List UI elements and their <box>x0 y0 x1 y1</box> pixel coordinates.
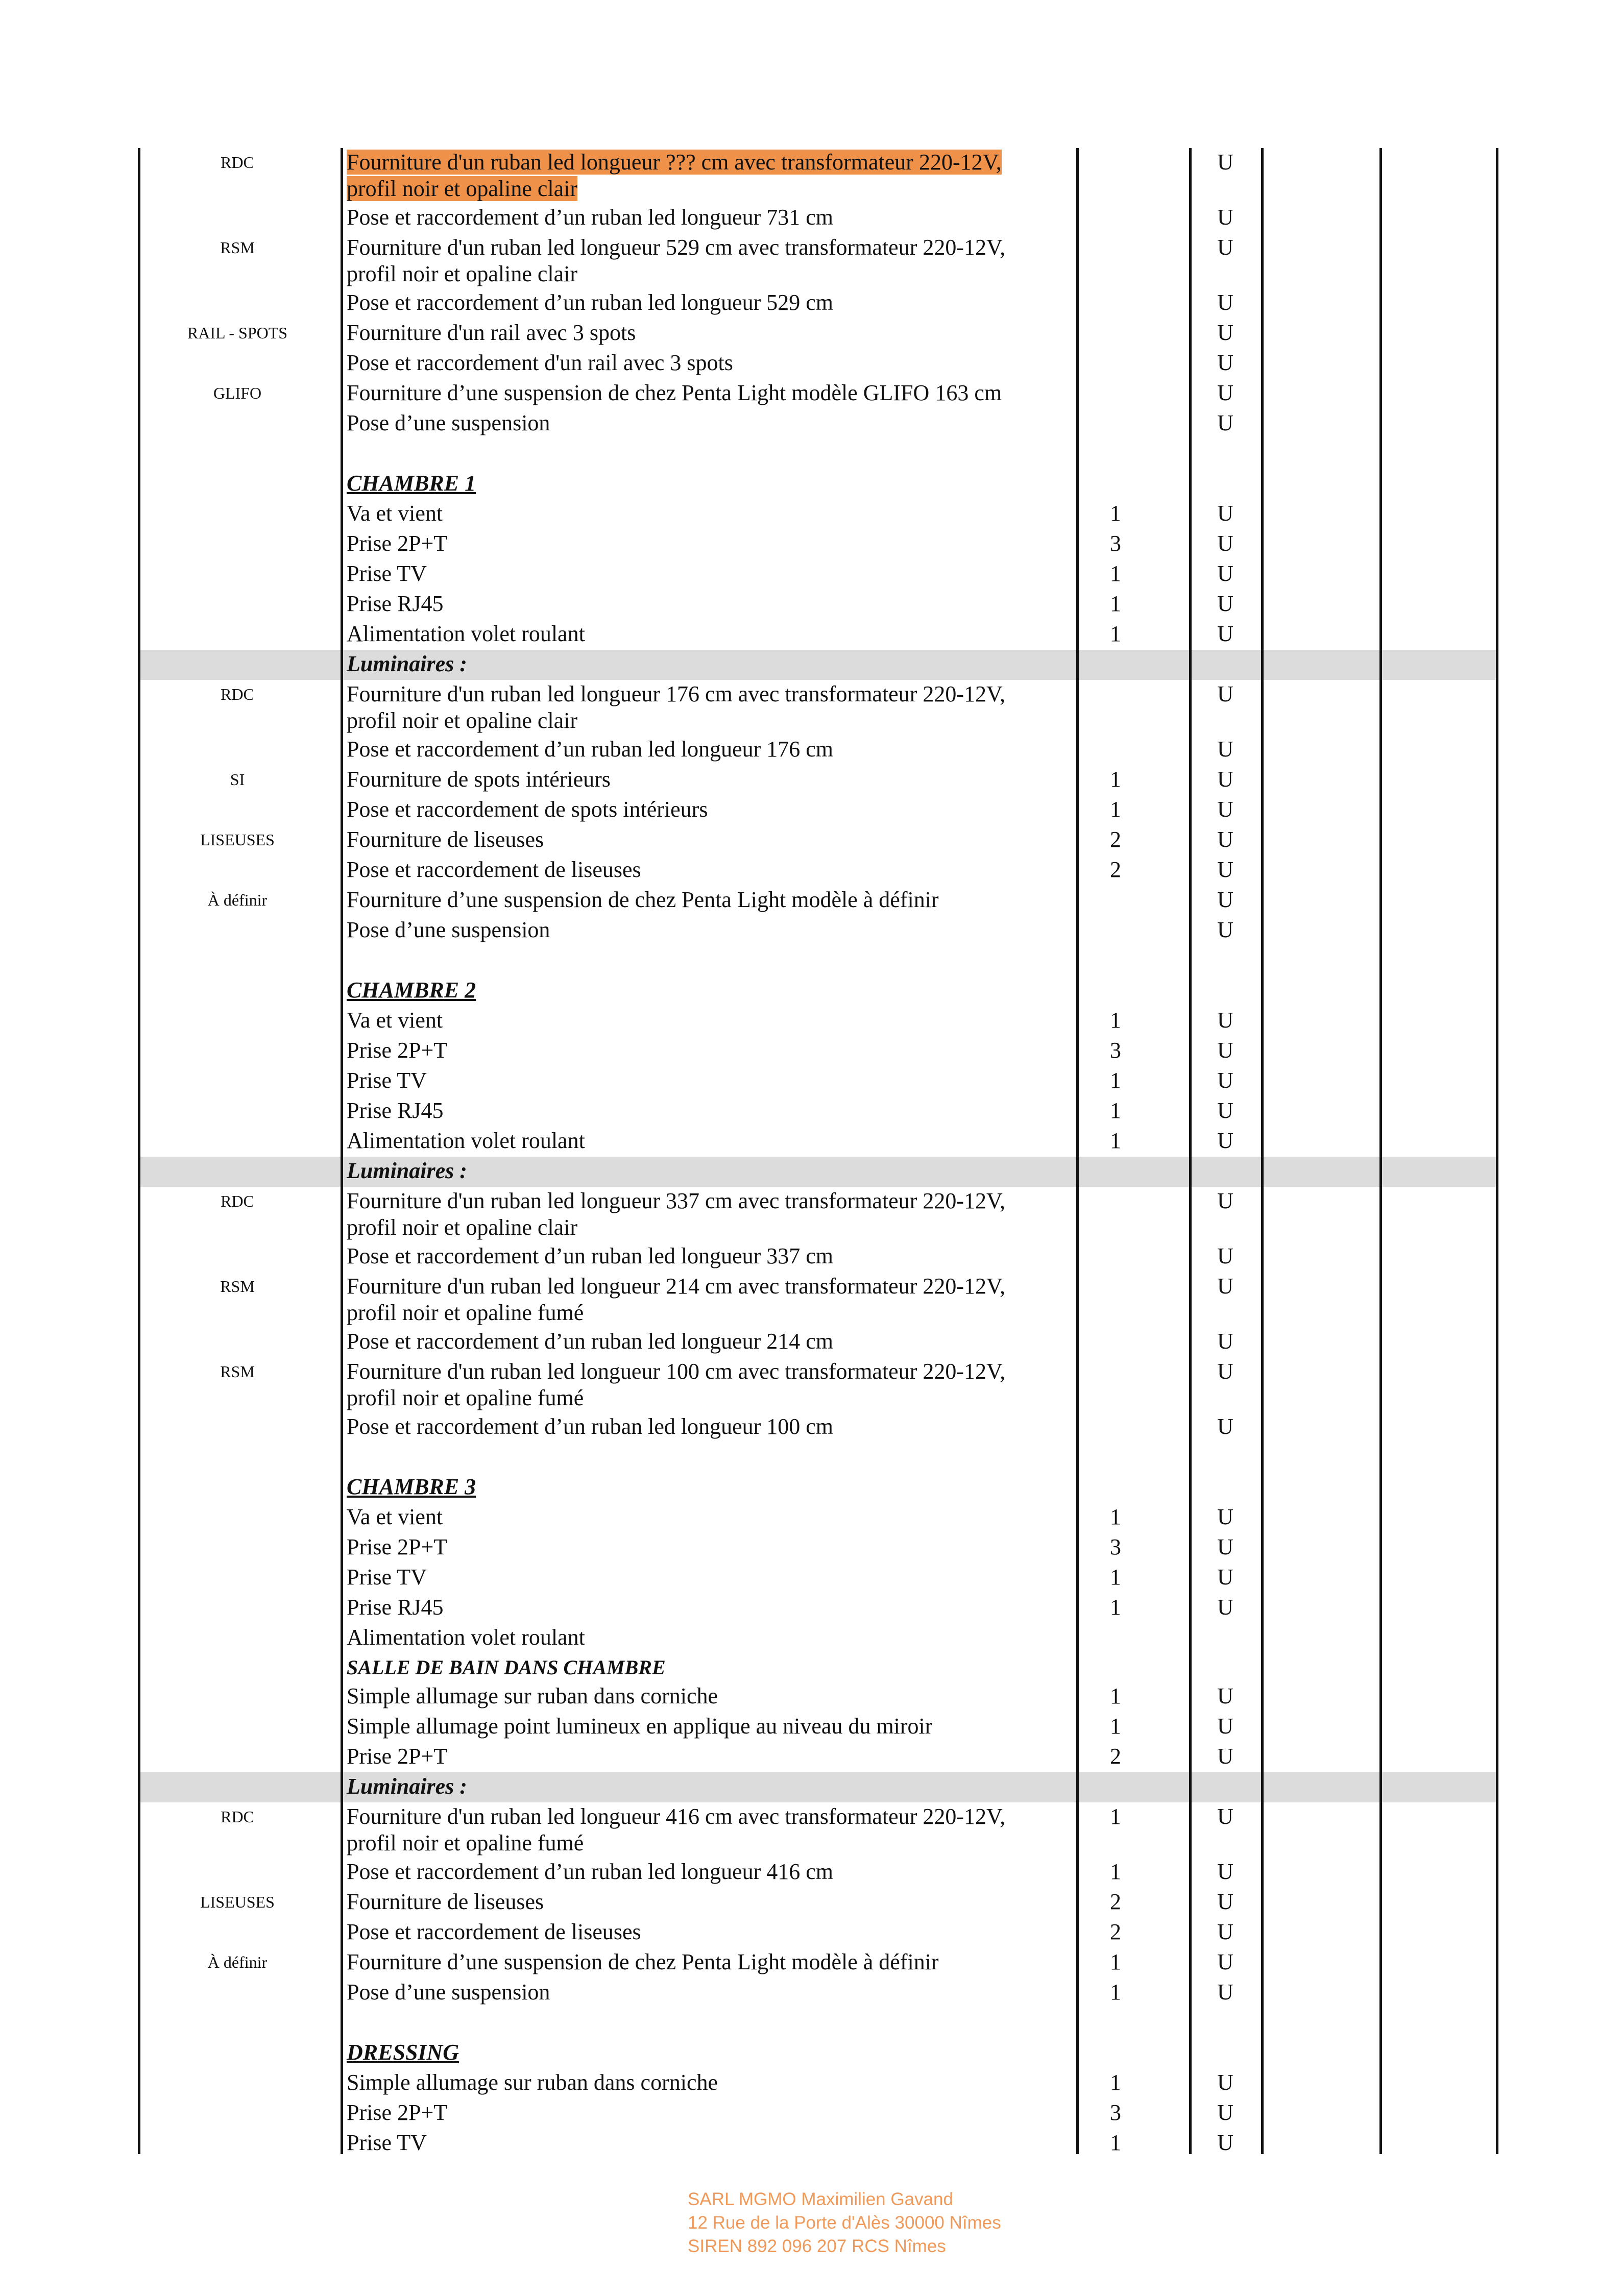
item-unit: U <box>1217 2070 1233 2095</box>
item-unit: U <box>1217 737 1233 762</box>
item-unit: U <box>1217 235 1233 260</box>
description-line: Simple allumage point lumineux en applique au niveau du miroir <box>347 1714 933 1739</box>
item-description <box>347 1534 1051 1560</box>
item-unit: U <box>1217 531 1233 556</box>
description-line: Fourniture d’une suspension de chez Penta Light modèle à définir <box>347 1949 939 1974</box>
luminaires-label: Luminaires : <box>347 1774 467 1799</box>
description-line: Fourniture de liseuses <box>347 827 544 852</box>
item-description <box>347 2069 1051 2096</box>
item-quantity: 2 <box>1110 827 1121 852</box>
item-quantity: 1 <box>1110 561 1121 586</box>
luminaires-label: Luminaires : <box>347 651 467 676</box>
item-description <box>347 1273 1051 1326</box>
item-unit: U <box>1217 887 1233 912</box>
item-code: À définir <box>207 891 268 909</box>
item-unit: U <box>1217 1008 1233 1033</box>
item-quantity: 2 <box>1110 1744 1121 1769</box>
item-description <box>347 1624 1051 1651</box>
description-line: Pose et raccordement d’un ruban led longueur 529 cm <box>347 290 834 315</box>
item-description <box>347 530 1051 557</box>
item-unit: U <box>1217 1889 1233 1914</box>
item-unit: U <box>1217 150 1233 175</box>
item-quantity: 3 <box>1110 2100 1121 2125</box>
item-description <box>347 1594 1051 1621</box>
item-description <box>347 1007 1051 1034</box>
item-description <box>347 1919 1051 1945</box>
item-description <box>347 1037 1051 1064</box>
description-line: Fourniture d'un ruban led longueur 529 cm avec transformateur 220-12V, <box>347 235 1006 260</box>
description-line: Pose d’une suspension <box>347 917 550 942</box>
luminaires-label: Luminaires : <box>347 1158 467 1183</box>
item-unit: U <box>1217 350 1233 375</box>
item-unit: U <box>1217 290 1233 315</box>
item-unit: U <box>1217 1243 1233 1268</box>
description-line-2: profil noir et opaline clair <box>347 261 578 286</box>
item-quantity: 1 <box>1110 2130 1121 2155</box>
item-quantity: 3 <box>1110 1534 1121 1559</box>
item-description <box>347 410 1051 436</box>
description-line: Pose et raccordement de liseuses <box>347 1919 641 1944</box>
item-unit: U <box>1217 857 1233 882</box>
item-unit: U <box>1217 797 1233 822</box>
description-line: Alimentation volet roulant <box>347 621 585 646</box>
item-description <box>347 1243 1051 1269</box>
item-unit: U <box>1217 2100 1233 2125</box>
item-description <box>347 887 1051 913</box>
item-description <box>347 1683 1051 1709</box>
item-description <box>347 796 1051 823</box>
item-description <box>347 1803 1051 1857</box>
description-line: Prise RJ45 <box>347 1595 444 1620</box>
item-unit: U <box>1217 1274 1233 1299</box>
item-description <box>347 1128 1051 1154</box>
item-description <box>347 320 1051 346</box>
item-unit: U <box>1217 1188 1233 1213</box>
item-quantity: 1 <box>1110 1068 1121 1093</box>
item-quantity: 1 <box>1110 501 1121 526</box>
item-description <box>347 1358 1051 1411</box>
item-description <box>347 560 1051 587</box>
item-unit: U <box>1217 1980 1233 2005</box>
item-quantity: 2 <box>1110 857 1121 882</box>
item-description <box>347 1188 1051 1241</box>
item-quantity: 1 <box>1110 797 1121 822</box>
item-description <box>347 1889 1051 1915</box>
column-divider-description <box>1076 148 1079 2154</box>
description-line: Fourniture d'un ruban led longueur 337 cm avec transformateur 220-12V, <box>347 1188 1006 1213</box>
item-description <box>347 1564 1051 1591</box>
column-divider-code <box>341 148 343 2154</box>
description-line: Pose et raccordement d’un ruban led longueur 214 cm <box>347 1329 834 1354</box>
item-description <box>347 681 1051 734</box>
section-title: CHAMBRE 3 <box>347 1474 476 1499</box>
item-unit: U <box>1217 1804 1233 1829</box>
section-title: CHAMBRE 2 <box>347 978 476 1003</box>
description-line: Simple allumage sur ruban dans corniche <box>347 1683 718 1708</box>
item-code: SI <box>230 770 245 789</box>
item-code: RDC <box>221 1808 254 1826</box>
item-code: RDC <box>221 685 254 703</box>
item-quantity: 1 <box>1110 767 1121 792</box>
item-code: À définir <box>207 1953 268 1971</box>
item-unit: U <box>1217 1919 1233 1944</box>
description-line: Alimentation volet roulant <box>347 1625 585 1650</box>
section-title: DRESSING <box>347 2040 459 2065</box>
item-quantity: 1 <box>1110 1859 1121 1884</box>
item-quantity: 3 <box>1110 1038 1121 1063</box>
item-unit: U <box>1217 1329 1233 1354</box>
item-description <box>347 1713 1051 1740</box>
item-description <box>347 826 1051 853</box>
description-line: Prise TV <box>347 561 427 586</box>
item-unit: U <box>1217 1595 1233 1620</box>
item-quantity: 2 <box>1110 1889 1121 1914</box>
description-line: Prise TV <box>347 1565 427 1590</box>
description-line: Fourniture d'un ruban led longueur 416 cm avec transformateur 220-12V, <box>347 1804 1006 1829</box>
item-code: RDC <box>221 1192 254 1210</box>
description-line: Pose d’une suspension <box>347 410 550 435</box>
item-description <box>347 234 1051 287</box>
item-unit: U <box>1217 681 1233 706</box>
item-description <box>347 1504 1051 1530</box>
item-unit: U <box>1217 1038 1233 1063</box>
item-description <box>347 350 1051 376</box>
item-unit: U <box>1217 1859 1233 1884</box>
description-line: Prise RJ45 <box>347 1098 444 1123</box>
item-unit: U <box>1217 1128 1233 1153</box>
item-description <box>347 736 1051 763</box>
description-line: Fourniture d'un ruban led longueur 176 cm avec transformateur 220-12V, <box>347 681 1006 706</box>
item-quantity: 1 <box>1110 621 1121 646</box>
item-unit: U <box>1217 2130 1233 2155</box>
column-divider-price <box>1379 148 1382 2154</box>
item-quantity: 1 <box>1110 1595 1121 1620</box>
item-unit: U <box>1217 1504 1233 1529</box>
item-code: RSM <box>220 1362 255 1381</box>
item-code: LISEUSES <box>200 1893 275 1911</box>
description-line: Pose et raccordement d’un ruban led longueur 100 cm <box>347 1414 834 1439</box>
column-divider-unit <box>1261 148 1264 2154</box>
description-line: Fourniture d'un rail avec 3 spots <box>347 320 636 345</box>
item-code: LISEUSES <box>200 831 275 849</box>
item-description <box>347 591 1051 617</box>
description-line: Va et vient <box>347 1008 443 1033</box>
item-code: GLIFO <box>213 384 262 402</box>
item-quantity: 1 <box>1110 2070 1121 2095</box>
item-unit: U <box>1217 380 1233 405</box>
item-description <box>347 917 1051 943</box>
company-footer <box>688 2188 1001 2258</box>
table-border-right <box>1496 148 1498 2154</box>
item-unit: U <box>1217 1068 1233 1093</box>
description-line: Fourniture de liseuses <box>347 1889 544 1914</box>
description-line: Fourniture d’une suspension de chez Penta Light modèle à définir <box>347 887 939 912</box>
item-quantity: 1 <box>1110 1683 1121 1708</box>
item-quantity: 1 <box>1110 1008 1121 1033</box>
item-description <box>347 1097 1051 1124</box>
description-line: Prise 2P+T <box>347 531 448 556</box>
description-line: Pose et raccordement de spots intérieurs <box>347 797 708 822</box>
item-description <box>347 1067 1051 1094</box>
item-unit: U <box>1217 1534 1233 1559</box>
description-line-2: profil noir et opaline clair <box>347 708 578 733</box>
column-divider-quantity <box>1189 148 1192 2154</box>
item-quantity: 2 <box>1110 1919 1121 1944</box>
description-line: Pose et raccordement d’un ruban led longueur 337 cm <box>347 1243 834 1268</box>
company-name: SARL MGMO Maximilien Gavand <box>688 2189 953 2209</box>
description-line: Va et vient <box>347 1504 443 1529</box>
item-description <box>347 857 1051 883</box>
description-line: Va et vient <box>347 501 443 526</box>
item-description <box>347 1743 1051 1770</box>
item-description <box>347 621 1051 647</box>
description-line-2: profil noir et opaline clair <box>347 1215 578 1240</box>
item-description <box>347 1413 1051 1440</box>
item-quantity: 1 <box>1110 1804 1121 1829</box>
item-description <box>347 500 1051 527</box>
item-code: RAIL - SPOTS <box>187 324 288 342</box>
item-quantity: 1 <box>1110 1714 1121 1739</box>
item-description <box>347 289 1051 316</box>
company-address: 12 Rue de la Porte d'Alès 30000 Nîmes <box>688 2213 1001 2233</box>
item-description <box>347 380 1051 406</box>
description-line: Prise 2P+T <box>347 1744 448 1769</box>
description-line: Prise 2P+T <box>347 1038 448 1063</box>
item-quantity: 1 <box>1110 1098 1121 1123</box>
description-line-2: profil noir et opaline clair <box>347 176 578 201</box>
description-line: Pose et raccordement d'un rail avec 3 spots <box>347 350 733 375</box>
item-quantity: 1 <box>1110 1980 1121 2005</box>
description-line: Fourniture d’une suspension de chez Penta Light modèle GLIFO 163 cm <box>347 380 1002 405</box>
item-code: RSM <box>220 1277 255 1296</box>
item-unit: U <box>1217 1414 1233 1439</box>
description-line: Alimentation volet roulant <box>347 1128 585 1153</box>
item-quantity: 1 <box>1110 1949 1121 1974</box>
item-description <box>347 1949 1051 1975</box>
item-unit: U <box>1217 1098 1233 1123</box>
description-line: Fourniture de spots intérieurs <box>347 767 611 792</box>
item-quantity: 1 <box>1110 1565 1121 1590</box>
item-unit: U <box>1217 767 1233 792</box>
item-quantity: 1 <box>1110 1128 1121 1153</box>
description-line-2: profil noir et opaline fumé <box>347 1385 584 1410</box>
item-code: RDC <box>221 153 254 172</box>
description-line: Pose et raccordement d’un ruban led longueur 731 cm <box>347 205 834 230</box>
item-unit: U <box>1217 1714 1233 1739</box>
description-line: Pose d’une suspension <box>347 1980 550 2005</box>
item-description <box>347 2099 1051 2126</box>
item-description <box>347 204 1051 231</box>
item-code: RSM <box>220 238 255 257</box>
item-description <box>347 1979 1051 2006</box>
description-line: Pose et raccordement d’un ruban led longueur 416 cm <box>347 1859 834 1884</box>
item-unit: U <box>1217 561 1233 586</box>
description-line: Fourniture d'un ruban led longueur 214 cm avec transformateur 220-12V, <box>347 1274 1006 1299</box>
company-siren: SIREN 892 096 207 RCS Nîmes <box>688 2236 946 2256</box>
description-line: Pose et raccordement d’un ruban led longueur 176 cm <box>347 737 834 762</box>
item-description <box>347 1328 1051 1355</box>
item-unit: U <box>1217 917 1233 942</box>
description-line-2: profil noir et opaline fumé <box>347 1830 584 1855</box>
item-unit: U <box>1217 591 1233 616</box>
item-description <box>347 766 1051 793</box>
description-line-2: profil noir et opaline fumé <box>347 1300 584 1325</box>
description-line: Pose et raccordement de liseuses <box>347 857 641 882</box>
description-line: Prise RJ45 <box>347 591 444 616</box>
description-line: Fourniture d'un ruban led longueur 100 cm avec transformateur 220-12V, <box>347 1359 1006 1384</box>
item-quantity: 1 <box>1110 591 1121 616</box>
description-line: Prise 2P+T <box>347 1534 448 1559</box>
item-unit: U <box>1217 501 1233 526</box>
item-unit: U <box>1217 410 1233 435</box>
item-description <box>347 149 1051 202</box>
item-unit: U <box>1217 1359 1233 1384</box>
item-description <box>347 1859 1051 1885</box>
description-line: Prise TV <box>347 2130 427 2155</box>
item-unit: U <box>1217 827 1233 852</box>
item-unit: U <box>1217 1744 1233 1769</box>
item-quantity: 1 <box>1110 1504 1121 1529</box>
quote-table <box>138 148 1498 2154</box>
description-line: Prise 2P+T <box>347 2100 448 2125</box>
item-unit: U <box>1217 1949 1233 1974</box>
subsection-title: SALLE DE BAIN DANS CHAMBRE <box>347 1656 666 1679</box>
description-line: Fourniture d'un ruban led longueur ??? cm avec transformateur 220-12V, <box>347 150 1002 175</box>
item-unit: U <box>1217 1565 1233 1590</box>
section-title: CHAMBRE 1 <box>347 471 476 496</box>
item-unit: U <box>1217 621 1233 646</box>
description-line: Simple allumage sur ruban dans corniche <box>347 2070 718 2095</box>
item-unit: U <box>1217 205 1233 230</box>
description-line: Prise TV <box>347 1068 427 1093</box>
table-border-left <box>138 148 140 2154</box>
item-unit: U <box>1217 320 1233 345</box>
item-unit: U <box>1217 1683 1233 1708</box>
item-quantity: 3 <box>1110 531 1121 556</box>
item-description <box>347 2130 1051 2156</box>
